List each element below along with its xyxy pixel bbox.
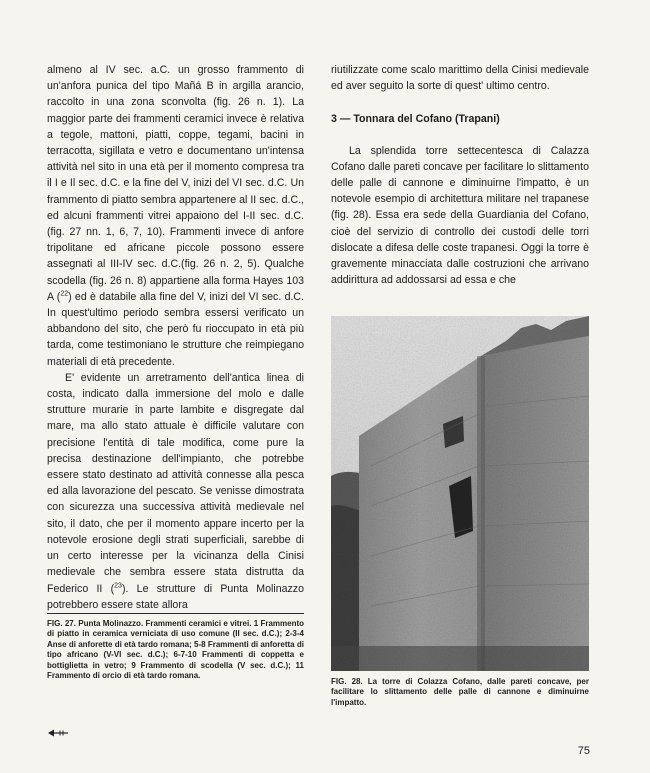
right-paragraph-1: riutilizzate come scalo marittimo della Cinisi medievale ed aver seguito la sorte di quest' ultimo centro. <box>331 64 589 93</box>
caption-divider <box>47 613 304 614</box>
page-number: 75 <box>577 745 590 757</box>
footnote-ref-22: 22 <box>60 290 69 298</box>
footnote-ref-23: 23 <box>114 581 122 589</box>
tower-photograph <box>331 316 589 671</box>
left-arrow-icon <box>47 728 69 738</box>
left-paragraph-1: almeno al IV sec. a.C. un grosso frammento di un'anfora punica del tipo Mañá B in argilla arancio, raccolto in una zona sconvolta (fig. 26 n. 1). La maggior parte dei frammenti ceramici invece è relativa a tegole, mattoni, piatti, coppe, tegami, bacini in terracotta, sigillata e vetro e documentano un'intensa attività nel sito in una età per il momento compresa tra il I e Il sec. d.C. e la fine del V, inizi del VI sec. d.C. Un frammento di piatto sembra appartenere al II sec. d.C., ed alcuni frammenti vitrei appaiono del I-II sec. d.C. (fig. 27 nn. 1, 6, 7, 10). Frammenti invece di anfore tripolitane ed africane piccole possono essere assegnati al III-IV sec. d.C.(fig. 26 n. 2, 5). Qualche scodella (fig. 26 n. 8) appartiene alla forma Hayes 103 A ($^{22}$) ed è databile alla fine del V, inizi del VI sec. d.C. In quest'ultimo periodo sembra essersi verificato un abbandono del sito, che però fu rioccupato in età più tarda, come testimoniano le strutture che reimpiegano materiali di età precedente. <box>47 64 304 368</box>
figure-27-caption: FIG. 27. Punta Molinazzo. Frammenti ceramici e vitrei. 1 Frammento di piatto in ceramica verniciata di uso comune (II sec. d.C.); 2-3-4 Anse di anforette di età tardo romana; 5-8 Frammenti di anforetta di tipo africano (V-VI sec. d.C.); 6-7-10 Frammenti di coppetta e bottiglietta in vetro; 9 Frammento di scodella (V sec. d.C.); 11 Frammento di orcio di età tardo romana. <box>47 619 304 681</box>
section-heading: 3 — Tonnara del Cofano (Trapani) <box>331 113 500 126</box>
right-text-column <box>331 62 589 288</box>
left-paragraph-2: E' evidente un arretramento dell'antica linea di costa, indicato dalla immersione del molo e dalle strutture murarie in parte lambite e disgregate dal mare, ma allo stato attuale è difficile valutare con precisione l'entità di tale modifica, come pure la precisa destinazione dell'impianto, che potrebbe essere stato destinato ad attività connesse alla pesca ed alla lavorazione del pescato. Se venisse dimostrata con sicurezza una successiva attività medievale nel sito, il dato, che per il momento appare incerto per la notevole erosione degli strati superficiali, sarebbe di un certo interesse per la vicinanza della Cinisi medievale che sembra essere stata distrutta da Federico II ($^{23}$). Le strutture di Punta Molinazzo potrebbero essere state allora <box>47 371 304 611</box>
figure-28-caption: FIG. 28. La torre di Colazza Cofano, dalle pareti concave, per facilitare lo slittamento delle palle di cannone e diminuirne l'impatto. <box>331 677 589 707</box>
left-text-column <box>47 62 304 613</box>
right-paragraph-2: La splendida torre settecentesca di Calazza Cofano dalle pareti concave per facilitare lo slittamento delle palle di cannone e diminuirne l'impatto, è un notevole esempio di architettura militare nel trapanese (fig. 28). Essa era sede della Guardiania del Cofano, cioè del servizio di controllo dei custodi delle torri dislocate a difesa delle coste trapanesi. Oggi la torre è gravemente minacciata dalle costruzioni che arrivano addirittura ad addossarsi ad essa e che <box>331 144 589 287</box>
